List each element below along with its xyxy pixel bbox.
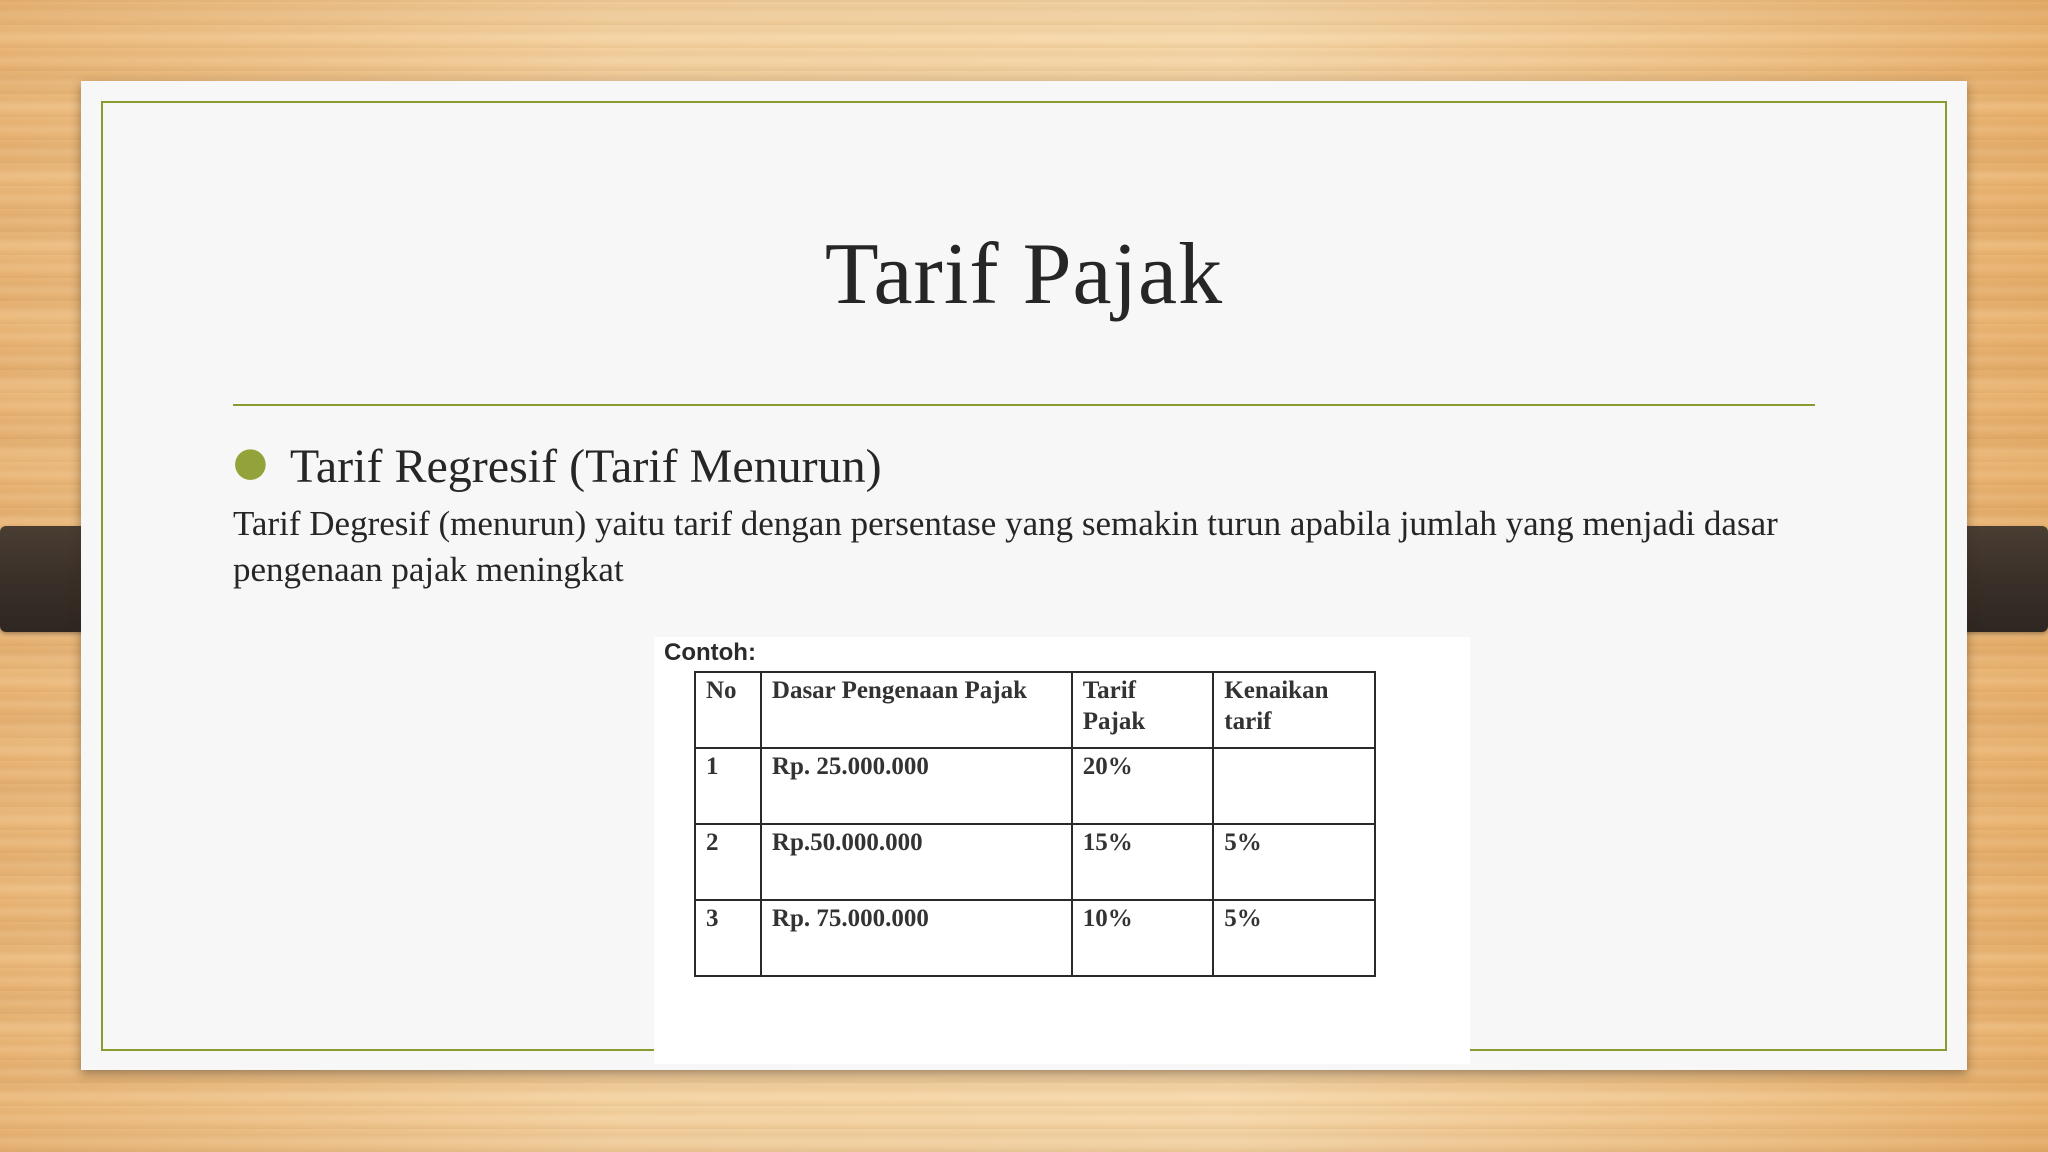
bullet-dot-icon: ● bbox=[233, 439, 268, 485]
cell-no: 3 bbox=[695, 900, 761, 976]
cell-dpp: Rp.50.000.000 bbox=[761, 824, 1072, 900]
header-tarif-pajak: Tarif Pajak bbox=[1072, 672, 1214, 748]
cell-dpp: Rp. 75.000.000 bbox=[761, 900, 1072, 976]
cell-dpp: Rp. 25.000.000 bbox=[761, 748, 1072, 824]
cell-tarif: 10% bbox=[1072, 900, 1214, 976]
bullet-text: Tarif Regresif (Tarif Menurun) bbox=[289, 439, 882, 493]
table-row bbox=[695, 900, 1375, 976]
example-image bbox=[654, 637, 1470, 1064]
cell-kenaikan bbox=[1213, 748, 1375, 824]
cell-no: 2 bbox=[695, 824, 761, 900]
slide-title: Tarif Pajak bbox=[824, 226, 1224, 323]
bullet-item bbox=[233, 436, 882, 496]
tax-rate-table bbox=[694, 671, 1376, 977]
table-row bbox=[695, 748, 1375, 824]
cell-no: 1 bbox=[695, 748, 761, 824]
example-label: Contoh: bbox=[664, 639, 756, 666]
cell-kenaikan: 5% bbox=[1213, 900, 1375, 976]
cell-kenaikan: 5% bbox=[1213, 824, 1375, 900]
table-row bbox=[695, 824, 1375, 900]
header-kenaikan-tarif: Kenaikan tarif bbox=[1213, 672, 1375, 748]
title-divider bbox=[233, 404, 1815, 406]
table-header-row bbox=[695, 672, 1375, 748]
slide-card bbox=[81, 81, 1967, 1070]
cell-tarif: 15% bbox=[1072, 824, 1214, 900]
header-dasar-pengenaan-pajak: Dasar Pengenaan Pajak bbox=[761, 672, 1072, 748]
cell-tarif: 20% bbox=[1072, 748, 1214, 824]
header-no: No bbox=[695, 672, 761, 748]
description-paragraph: Tarif Degresif (menurun) yaitu tarif dengan persentase yang semakin turun apabila jumlah yang menjadi dasar pengenaan pajak meningkat bbox=[233, 504, 1778, 589]
